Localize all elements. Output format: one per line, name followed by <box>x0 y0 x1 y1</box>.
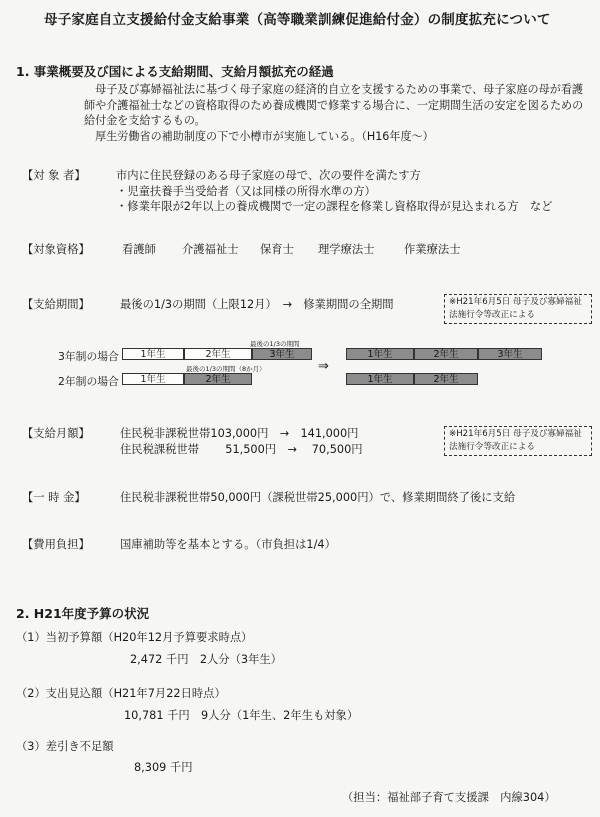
qualification-physio: 理学療法士 <box>318 243 375 256</box>
qualification-nurse: 看護師 <box>122 243 156 256</box>
monthly-line-1: 住民税非課税世帯103,000円 → 141,000円 <box>120 427 359 440</box>
contact-info: （担当：福祉部子育て支援課 内線304） <box>342 791 556 804</box>
cost-label: 【費用負担】 <box>22 538 90 551</box>
annotation-last-third-8months: 最後の1/3の期間（8か月） <box>186 365 266 373</box>
qualification-care-worker: 介護福祉士 <box>182 243 239 256</box>
qualification-occupational: 作業療法士 <box>404 243 461 256</box>
period-text: 最後の1/3の期間（上限12月） → 修業期間の全期間 <box>120 298 394 311</box>
bar-3y-year2: 2年生 <box>184 348 252 360</box>
budget-item-2-label: （2）支出見込額（H21年7月22日時点） <box>16 687 226 700</box>
arrow-icon: ⇒ <box>318 359 329 374</box>
monthly-label: 【支給月額】 <box>22 427 90 440</box>
bar-new-3y-year1: 1年生 <box>346 348 414 360</box>
budget-item-3-label: （3）差引き不足額 <box>16 740 114 753</box>
monthly-line-2: 住民税課税世帯 51,500円 → 70,500円 <box>120 443 363 456</box>
bar-3y-year3: 3年生 <box>252 348 312 360</box>
target-line-1: 市内に住民登録のある母子家庭の母で、次の要件を満たす方 <box>116 169 421 182</box>
bar-3y-year1: 1年生 <box>122 348 184 360</box>
bar-2y-year1: 1年生 <box>122 373 184 385</box>
period-label: 【支給期間】 <box>22 298 90 311</box>
qualification-childcare: 保育士 <box>260 243 294 256</box>
cost-text: 国庫補助等を基本とする。（市負担は1/4） <box>120 538 336 551</box>
row-2year-label: 2年制の場合 <box>58 375 119 388</box>
lump-label: 【一 時 金】 <box>22 491 86 504</box>
section1-body <box>84 82 589 144</box>
target-label: 【対 象 者】 <box>22 169 86 182</box>
lump-text: 住民税非課税世帯50,000円（課税世帯25,000円）で、修業期間終了後に支給 <box>120 491 516 504</box>
monthly-note: ※H21年6月5日 母子及び寡婦福祉法施行令等改正による <box>444 426 592 456</box>
bar-new-3y-year3: 3年生 <box>478 348 542 360</box>
bar-2y-year2: 2年生 <box>184 373 252 385</box>
section2-heading: 2. H21年度予算の状況 <box>16 606 150 621</box>
budget-item-2-value: 10,781 千円 9人分（1年生、2年生も対象） <box>124 709 359 722</box>
row-3year-label: 3年制の場合 <box>58 350 119 363</box>
annotation-last-third: 最後の1/3の期間 <box>250 340 300 348</box>
budget-item-1-label: （1）当初予算額（H20年12月予算要求時点） <box>16 631 253 644</box>
budget-item-3-value: 8,309 千円 <box>134 761 193 774</box>
document-title: 母子家庭自立支援給付金支給事業（高等職業訓練促進給付金）の制度拡充について <box>44 12 551 28</box>
bar-new-3y-year2: 2年生 <box>414 348 478 360</box>
budget-item-1-value: 2,472 千円 2人分（3年生） <box>130 653 282 666</box>
section1-paragraph-1: 母子及び寡婦福祉法に基づく母子家庭の経済的自立を支援するための事業で、母子家庭の母が看護師や介護福祉士などの資格取得のため養成機関で修業する場合に、一定期間生活の安定を図るための給付金を支給するもの。 <box>84 83 584 127</box>
section1-heading: 1. 事業概要及び国による支給期間、支給月額拡充の経過 <box>16 64 334 79</box>
target-line-3: ・修業年限が2年以上の養成機関で一定の課程を修業し資格取得が見込まれる方 など <box>116 200 553 213</box>
target-line-2: ・児童扶養手当受給者（又は同様の所得水準の方） <box>116 185 376 198</box>
bar-new-2y-year2: 2年生 <box>414 373 478 385</box>
bar-new-2y-year1: 1年生 <box>346 373 414 385</box>
section1-paragraph-2: 厚生労働省の補助制度の下で小樽市が実施している。（H16年度～） <box>95 129 434 143</box>
period-note: ※H21年6月5日 母子及び寡婦福祉法施行令等改正による <box>444 294 592 324</box>
qualifications-label: 【対象資格】 <box>22 243 90 256</box>
